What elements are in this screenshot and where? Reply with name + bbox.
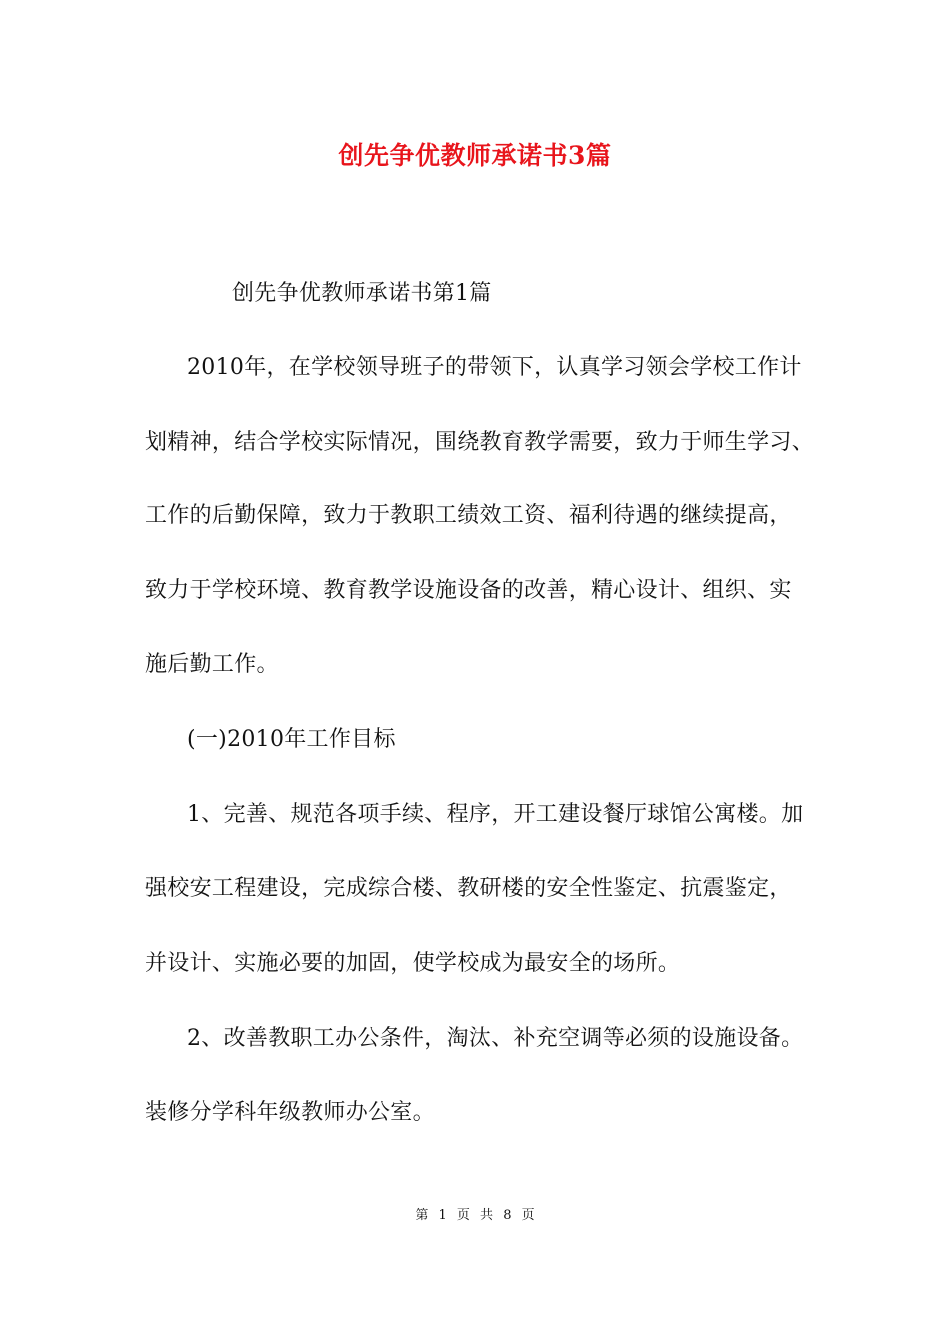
list-item-line: 2、改善教职工办公条件，淘汰、补充空调等必须的设施设备。 [187, 1026, 804, 1051]
paragraph-line: 工作的后勤保障，致力于教职工绩效工资、福利待遇的继续提高， [145, 503, 792, 528]
list-item-line: 并设计、实施必要的加固，使学校成为最安全的场所。 [145, 951, 681, 976]
list-item-line: 1、完善、规范各项手续、程序，开工建设餐厅球馆公寓楼。加 [187, 802, 804, 827]
paragraph-line: 2010年，在学校领导班子的带领下，认真学习领会学校工作计 [187, 355, 802, 380]
page-footer: 第 1 页 共 8 页 [415, 1208, 535, 1223]
paragraph-line: 划精神，结合学校实际情况，围绕教育教学需要，致力于师生学习、 [145, 430, 815, 455]
list-item-line: 强校安工程建设，完成综合楼、教研楼的安全性鉴定、抗震鉴定， [145, 876, 792, 901]
subheading: (一)2010年工作目标 [187, 727, 396, 752]
paragraph-line: 致力于学校环境、教育教学设施设备的改善，精心设计、组织、实 [145, 578, 792, 603]
section-heading: 创先争优教师承诺书第1篇 [232, 281, 492, 306]
list-item-line: 装修分学科年级教师办公室。 [145, 1100, 435, 1125]
paragraph-line: 施后勤工作。 [145, 652, 279, 677]
document-title: 创先争优教师承诺书3篇 [338, 141, 612, 170]
